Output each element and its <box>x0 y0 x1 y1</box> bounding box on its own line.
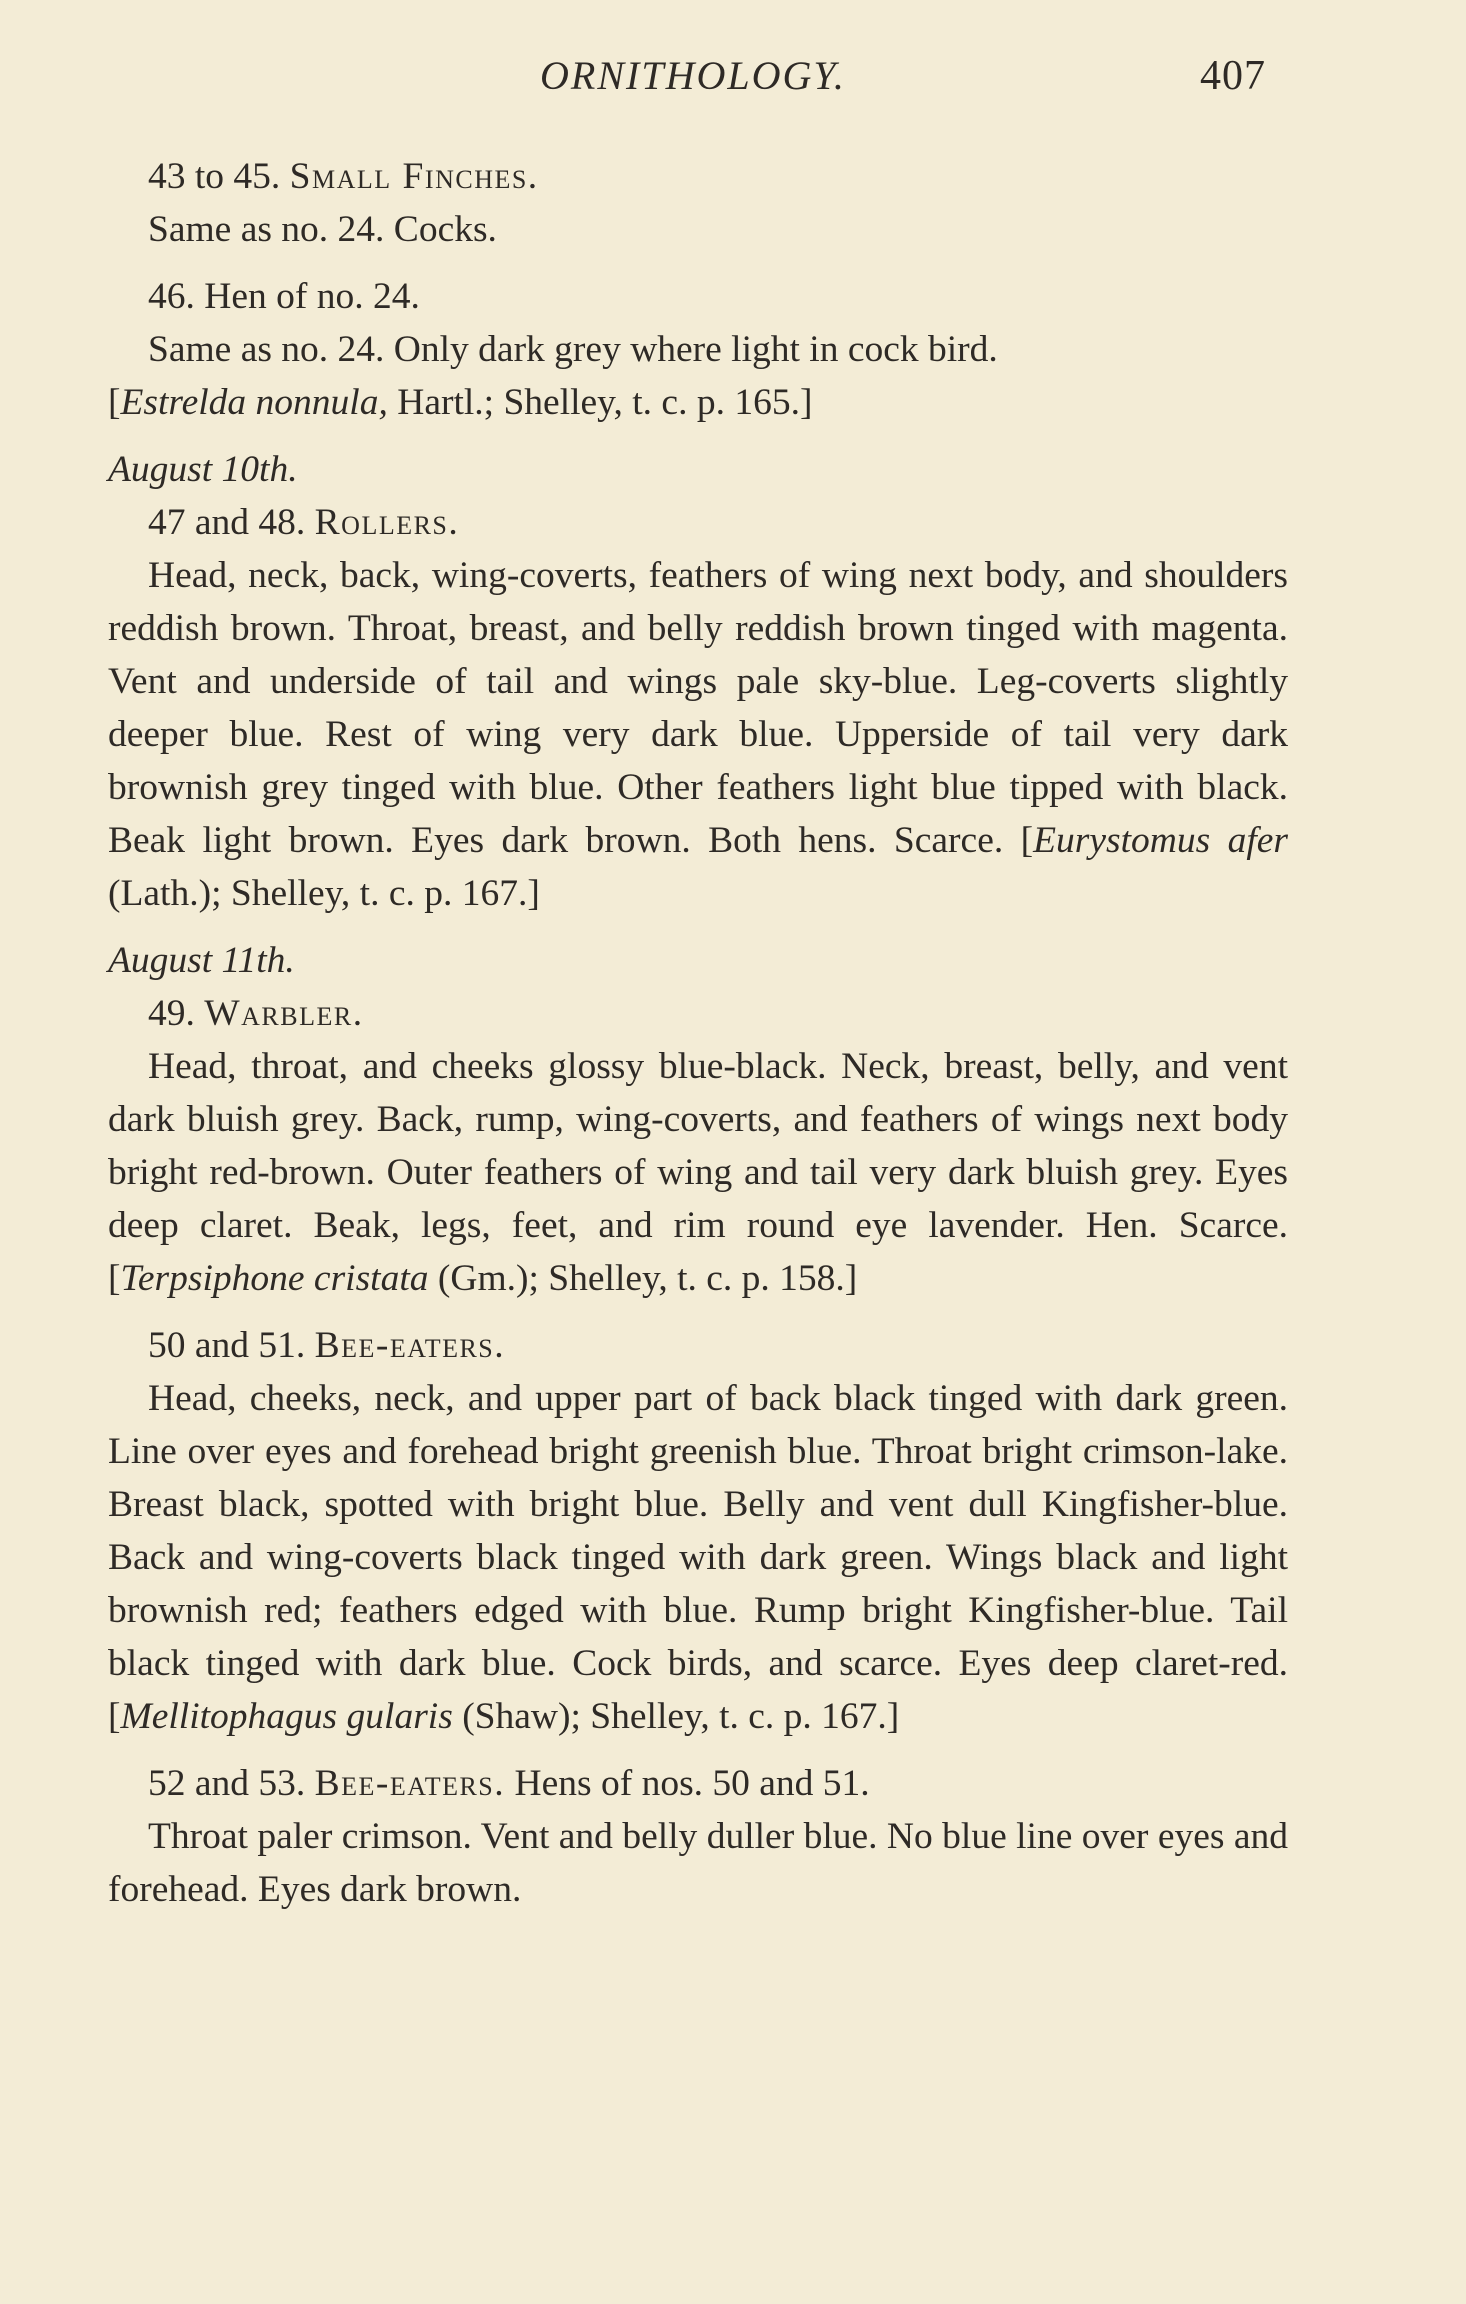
entry-number: 47 and 48. <box>148 502 306 543</box>
page-body <box>108 150 1288 1916</box>
entry-bird-name: Small Finches. <box>289 156 539 197</box>
date-heading: August 10th. <box>108 449 298 490</box>
entry-description <box>108 1040 1288 1305</box>
entry-number: 50 and 51. <box>148 1325 306 1366</box>
ref-bracket: [ <box>108 382 121 423</box>
entry-number: 52 and 53. <box>148 1763 306 1804</box>
page-number: 407 <box>1200 53 1266 99</box>
taxon-name: Eurystomus afer <box>1033 820 1288 861</box>
entry-bird-name: Rollers. <box>314 502 460 543</box>
entry-heading <box>108 150 1288 203</box>
taxon-name: Estrelda nonnula, <box>120 382 388 423</box>
entry-bird-name: Warbler. <box>204 993 364 1034</box>
entry-description: Throat paler crimson. Vent and belly duller blue. No blue line over eyes and forehead. Eyes dark brown. <box>108 1816 1288 1910</box>
running-title: ORNITHOLOGY. <box>540 53 846 98</box>
entry-heading <box>108 496 1288 549</box>
entry-bird-name: Bee-eaters. <box>314 1763 506 1804</box>
taxon-name: Mellitophagus gularis <box>120 1696 453 1737</box>
entry-number: 49. <box>148 993 195 1034</box>
entry-heading: 46. Hen of no. 24. <box>148 276 420 317</box>
entry-heading-note: Hens of nos. 50 and 51. <box>514 1763 870 1804</box>
entry-description: Same as no. 24. Cocks. <box>148 209 497 250</box>
entry-heading <box>108 987 1288 1040</box>
entry-heading <box>108 1319 1288 1372</box>
entry-text: Head, neck, back, wing-coverts, feathers of wing next body, and shoulders reddish brown. Throat, breast, and belly reddish brown tinged with magenta. Vent and underside of tail and wings pale sky-blue. Leg-coverts slightly deeper blue. Rest of wing very dark blue. Upperside of tail very dark brownish grey tinged with blue. Other feathers light blue tipped with black. Beak light brown. Eyes dark brown. Both hens. Scarce. [ <box>108 555 1288 861</box>
ref-citation: (Lath.); Shelley, t. c. p. 167.] <box>108 873 540 914</box>
entry-heading <box>108 1757 1288 1810</box>
ref-citation: (Gm.); Shelley, t. c. p. 158.] <box>428 1258 858 1299</box>
entry-reference <box>108 376 1288 429</box>
entry-description <box>108 549 1288 920</box>
entry-description: Same as no. 24. Only dark grey where light in cock bird. <box>148 329 998 370</box>
entry-bird-name: Bee-eaters. <box>314 1325 506 1366</box>
page-header <box>0 52 1466 112</box>
entry-number: 43 to 45. <box>148 156 281 197</box>
ref-citation: (Shaw); Shelley, t. c. p. 167.] <box>452 1696 900 1737</box>
taxon-name: Terpsiphone cristata <box>120 1258 429 1299</box>
ref-citation: Hartl.; Shelley, t. c. p. 165.] <box>387 382 813 423</box>
entry-text: Head, cheeks, neck, and upper part of back black tinged with dark green. Line over eyes and forehead bright greenish blue. Throat bright crimson-lake. Breast black, spotted with bright blue. Belly and vent dull Kingfisher-blue. Back and wing-coverts black tinged with dark green. Wings black and light brownish red; feathers edged with blue. Rump bright Kingfisher-blue. Tail black tinged with dark blue. Cock birds, and scarce. Eyes deep claret-red. [ <box>108 1378 1288 1737</box>
date-heading: August 11th. <box>108 940 295 981</box>
entry-description <box>108 1372 1288 1743</box>
entry-text: Head, throat, and cheeks glossy blue-black. Neck, breast, belly, and vent dark bluish grey. Back, rump, wing-coverts, and feathers of wings next body bright red-brown. Outer feathers of wing and tail very dark bluish grey. Eyes deep claret. Beak, legs, feet, and rim round eye lavender. Hen. Scarce. [ <box>108 1046 1288 1299</box>
